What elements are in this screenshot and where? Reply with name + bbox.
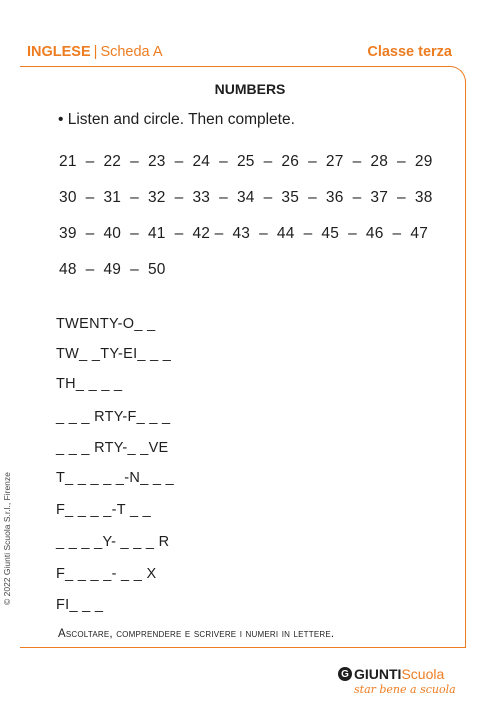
- logo-mark-icon: G: [338, 667, 352, 681]
- sheet-label: Scheda A: [100, 44, 163, 60]
- fill-word: T_ _ _ _ _-N_ _ _: [56, 470, 174, 486]
- copyright-notice: © 2022 Giunti Scuola S.r.l., Firenze: [2, 472, 12, 605]
- logo-brand-a: GIUNTI: [354, 666, 402, 682]
- number-row: 21 – 22 – 23 – 24 – 25 – 26 – 27 – 28 – 29: [59, 153, 433, 170]
- logo-tagline: star bene a scuola: [354, 683, 456, 696]
- fill-word: TH_ _ _ _: [56, 376, 123, 392]
- header-subject: [27, 44, 163, 60]
- subject-label: INGLESE: [27, 44, 91, 60]
- page-title: NUMBERS: [214, 81, 286, 97]
- publisher-logo: [338, 666, 456, 696]
- fill-word: _ _ _ RTY-F_ _ _: [56, 409, 171, 425]
- logo-brand-b: Scuola: [401, 666, 445, 682]
- header-separator: |: [93, 44, 98, 60]
- class-label: Classe terza: [367, 44, 452, 60]
- fill-word: TWENTY-O_ _: [56, 316, 156, 332]
- instruction-text: • Listen and circle. Then complete.: [58, 111, 295, 128]
- number-row: 39 – 40 – 41 – 42 – 43 – 44 – 45 – 46 – 47: [59, 225, 429, 242]
- fill-word: F_ _ _ _- _ _ X: [56, 566, 157, 582]
- footer-instruction: Ascoltare, comprendere e scrivere i numeri in lettere.: [58, 628, 335, 640]
- fill-word: _ _ _ _Y- _ _ _ R: [56, 534, 170, 550]
- fill-word: _ _ _ RTY-_ _VE: [56, 440, 169, 456]
- fill-word: TW_ _TY-EI_ _ _: [56, 346, 172, 362]
- number-row: 48 – 49 – 50: [59, 261, 166, 278]
- number-row: 30 – 31 – 32 – 33 – 34 – 35 – 36 – 37 – 38: [59, 189, 433, 206]
- fill-word: F_ _ _ _-T _ _: [56, 502, 152, 518]
- fill-word: FI_ _ _: [56, 597, 104, 613]
